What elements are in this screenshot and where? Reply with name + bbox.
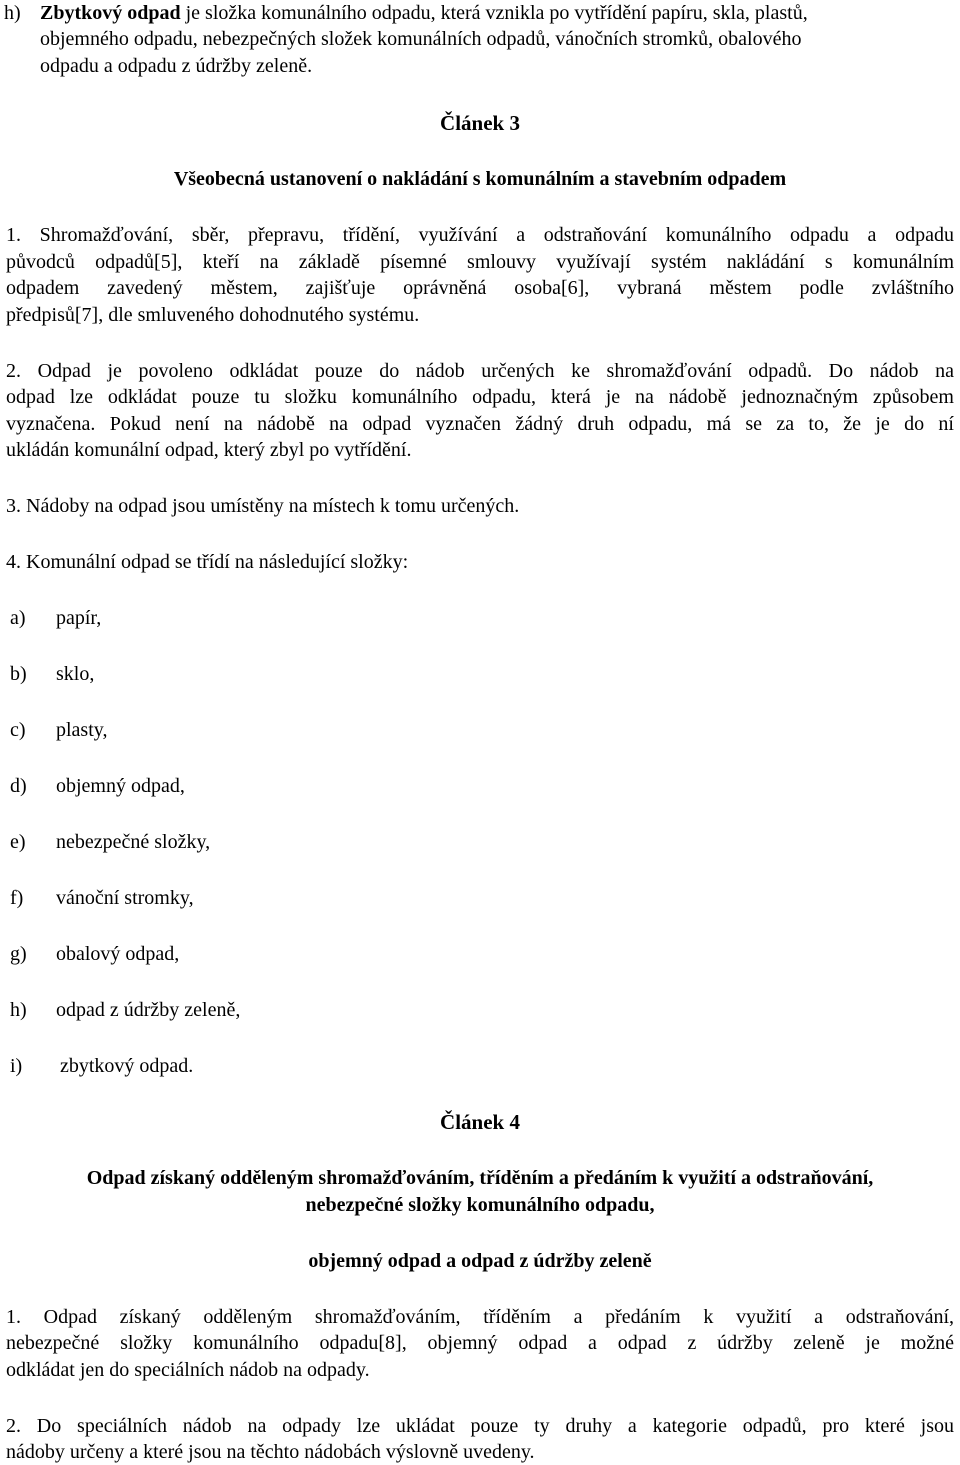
art4-p2-line-1: 2. Do speciálních nádob na odpady lze ukládat pouze ty druhy a kategorie odpadů, pro které jsou: [6, 1415, 954, 1437]
list-item-text: odpad z údržby zeleně,: [56, 999, 241, 1021]
art3-p2-line-1: 2. Odpad je povoleno odkládat pouze do nádob určených ke shromažďování odpadů. Do nádob na: [6, 360, 954, 382]
list-item-text: nebezpečné složky,: [56, 831, 211, 853]
list-item-label: b): [10, 663, 27, 685]
art3-p1-line-2: původců odpadů[5], kteří na základě písemné smlouvy využívají systém nakládání s komunálním: [6, 251, 954, 273]
list-item-text: plasty,: [56, 719, 108, 741]
art3-p3: 3. Nádoby na odpad jsou umístěny na místech k tomu určených.: [6, 495, 520, 517]
art4-p1-line-3: odkládat jen do speciálních nádob na odpady.: [6, 1359, 370, 1381]
intro-h-label: h): [4, 2, 21, 24]
list-item-label: d): [10, 775, 27, 797]
list-item: [10, 717, 107, 743]
intro-h-rest: je složka komunálního odpadu, která vznikla po vytřídění papíru, skla, plastů,: [180, 2, 808, 24]
list-item-text: zbytkový odpad.: [60, 1055, 194, 1077]
intro-h-line-2: objemného odpadu, nebezpečných složek komunálních odpadů, vánočních stromků, obalového: [40, 28, 802, 50]
list-item: [10, 1053, 193, 1079]
list-item: [10, 997, 240, 1023]
list-item: [10, 829, 210, 855]
list-item: [10, 661, 94, 687]
art3-p1-line-1: 1. Shromažďování, sběr, přepravu, třídění, využívání a odstraňování komunálního odpadu a odpadu: [6, 224, 954, 246]
article-3-subheading: Všeobecná ustanovení o nakládání s komunálním a stavebním odpadem: [173, 168, 787, 190]
art3-p4: 4. Komunální odpad se třídí na následující složky:: [6, 551, 409, 573]
art4-p1-line-2: nebezpečné složky komunálního odpadu[8], objemný odpad a odpad z údržby zeleně je možné: [6, 1332, 954, 1354]
intro-h-line-3: odpadu a odpadu z údržby zeleně.: [40, 55, 313, 77]
list-item: [10, 885, 194, 911]
list-item: [10, 941, 179, 967]
art3-p1-line-3: odpadem zavedený městem, zajišťuje oprávněná osoba[6], vybraná městem podle zvláštního: [6, 277, 954, 299]
list-item: [10, 605, 101, 631]
list-item-text: sklo,: [56, 663, 95, 685]
art4-p1-line-1: 1. Odpad získaný odděleným shromažďováním, tříděním a předáním k využití a odstraňování,: [6, 1306, 954, 1328]
art3-p2-line-3: vyznačena. Pokud není na nádobě na odpad vyznačen žádný druh odpadu, má se za to, že je do ní: [6, 413, 954, 435]
list-item-label: g): [10, 943, 27, 965]
intro-h-line-1: [4, 0, 808, 26]
list-item-label: c): [10, 719, 26, 741]
article-4-subheading-line-3: objemný odpad a odpad z údržby zeleně: [308, 1250, 652, 1272]
article-4-heading: Článek 4: [440, 1110, 520, 1134]
list-item-label: f): [10, 887, 24, 909]
art3-p2-line-2: odpad lze odkládat pouze tu složku komunálního odpadu, která je na nádobě jednoznačným způsobem: [6, 386, 954, 408]
list-item-label: h): [10, 999, 27, 1021]
list-item-text: obalový odpad,: [56, 943, 180, 965]
article-4-subheading-line-2: nebezpečné složky komunálního odpadu,: [305, 1194, 655, 1216]
art3-p1-line-4: předpisů[7], dle smluveného dohodnutého systému.: [6, 304, 420, 326]
list-item-text: vánoční stromky,: [56, 887, 194, 909]
art3-p2-line-4: ukládán komunální odpad, který zbyl po vytřídění.: [6, 439, 412, 461]
list-item-text: papír,: [56, 607, 102, 629]
article-3-heading: Článek 3: [440, 111, 520, 135]
list-item-label: e): [10, 831, 26, 853]
list-item-text: objemný odpad,: [56, 775, 185, 797]
list-item-label: a): [10, 607, 26, 629]
list-item: [10, 773, 185, 799]
list-item-label: i): [10, 1055, 23, 1077]
intro-h-term: Zbytkový odpad: [40, 2, 181, 24]
article-4-subheading-line-1: Odpad získaný odděleným shromažďováním, tříděním a předáním k využití a odstraňování,: [86, 1167, 874, 1189]
art4-p2-line-2: nádoby určeny a které jsou na těchto nádobách výslovně uvedeny.: [6, 1441, 535, 1463]
